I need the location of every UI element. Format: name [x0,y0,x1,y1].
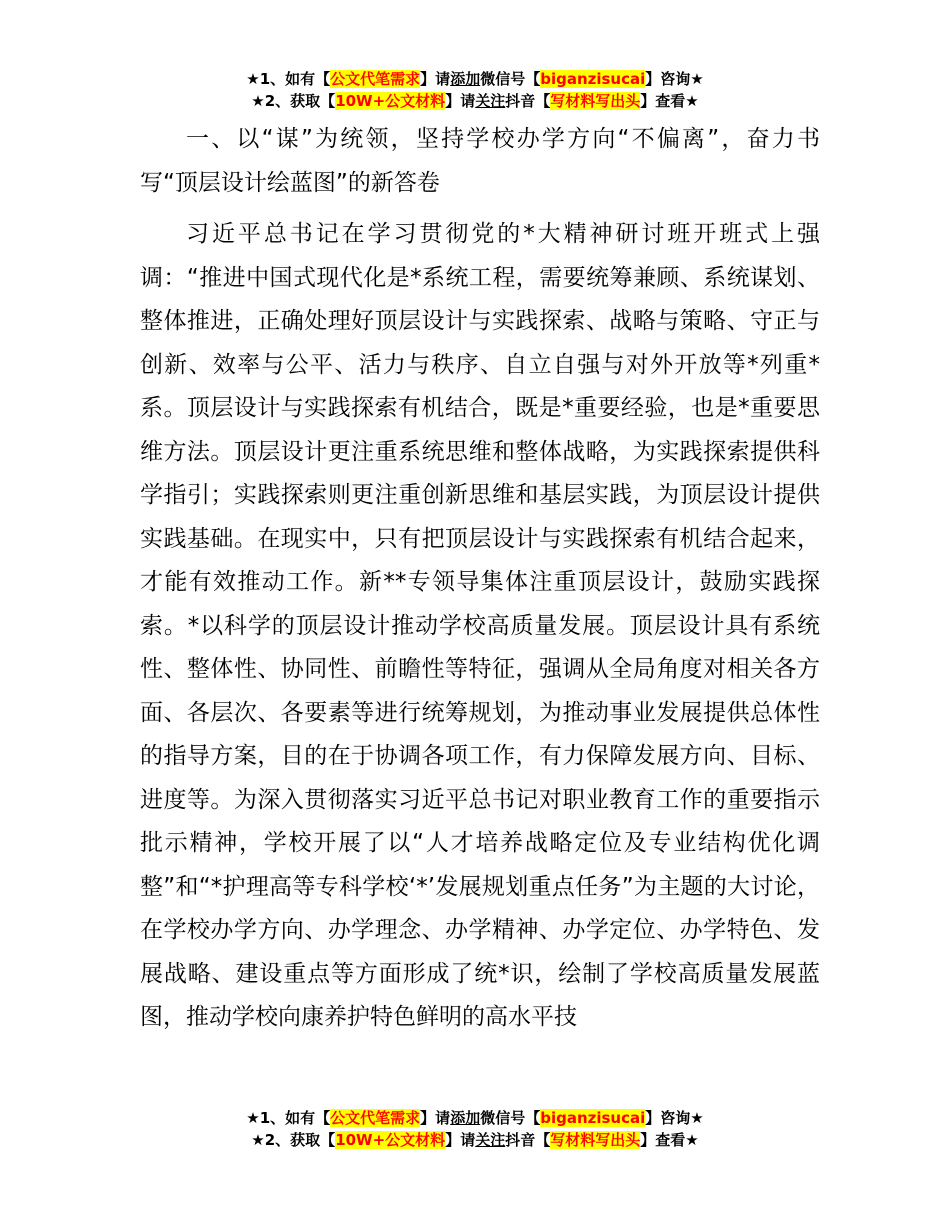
promo-line-1: ★1、如有【公文代笔需求】请添加微信号【biganzisucai】咨询★ [246,70,704,88]
promo-banner-bottom [0,1107,950,1151]
body-paragraph: 习近平总书记在学习贯彻党的*大精神研讨班开班式上强调：“推进中国式现代化是*系统工程，需要统筹兼顾、系统谋划、整体推进，正确处理好顶层设计与实践探索、战略与策略、守正与创新、效率与公平、活力与秩序、自立自强与对外开放等*列重*系。顶层设计与实践探索有机结合，既是*重要经验，也是*重要思维方法。顶层设计更注重系统思维和整体战略，为实践探索提供科学指引；实践探索则更注重创新思维和基层实践，为顶层设计提供实践基础。在现实中，只有把顶层设计与实践探索有机结合起来，才能有效推动工作。新**专领导集体注重顶层设计，鼓励实践探索。*以科学的顶层设计推动学校高质量发展。顶层设计具有系统性、整体性、协同性、前瞻性等特征，强调从全局角度对相关各方面、各层次、各要素等进行统筹规划，为推动事业发展提供总体性的指导方案，目的在于协调各项工作，有力保障发展方向、目标、进度等。为深入贯彻落实习近平总书记对职业教育工作的重要指示批示精神，学校开展了以“人才培养战略定位及专业结构优化调整”和“*护理高等专科学校‘*’发展规划重点任务”为主题的大讨论，在学校办学方向、办学理念、办学精神、办学定位、办学特色、发展战略、建设重点等方面形成了统*识，绘制了学校高质量发展蓝图，推动学校向康养护特色鲜明的高水平技 [140,221,820,1030]
highlight-douyin-account: 写材料写出头 [550,92,641,110]
highlight-materials: 10W+公文材料 [335,1131,446,1149]
highlight-materials: 10W+公文材料 [335,92,446,110]
promo-line-2: ★2、获取【10W+公文材料】请关注抖音【写材料写出头】查看★ [251,92,699,110]
highlight-ghostwriting: 公文代笔需求 [330,70,421,88]
promo-line-1: ★1、如有【公文代笔需求】请添加微信号【biganzisucai】咨询★ [246,1109,704,1127]
highlight-ghostwriting: 公文代笔需求 [330,1109,421,1127]
highlight-wechat-id: biganzisucai [540,1109,646,1127]
promo-banner-top [0,68,950,112]
highlight-douyin-account: 写材料写出头 [550,1131,641,1149]
section-heading: 一、以“谋”为统领，坚持学校办学方向“不偏离”，奋力书写“顶层设计绘蓝图”的新答卷 [140,126,820,196]
document-body [140,118,820,1040]
highlight-wechat-id: biganzisucai [540,70,646,88]
promo-line-2: ★2、获取【10W+公文材料】请关注抖音【写材料写出头】查看★ [251,1131,699,1149]
